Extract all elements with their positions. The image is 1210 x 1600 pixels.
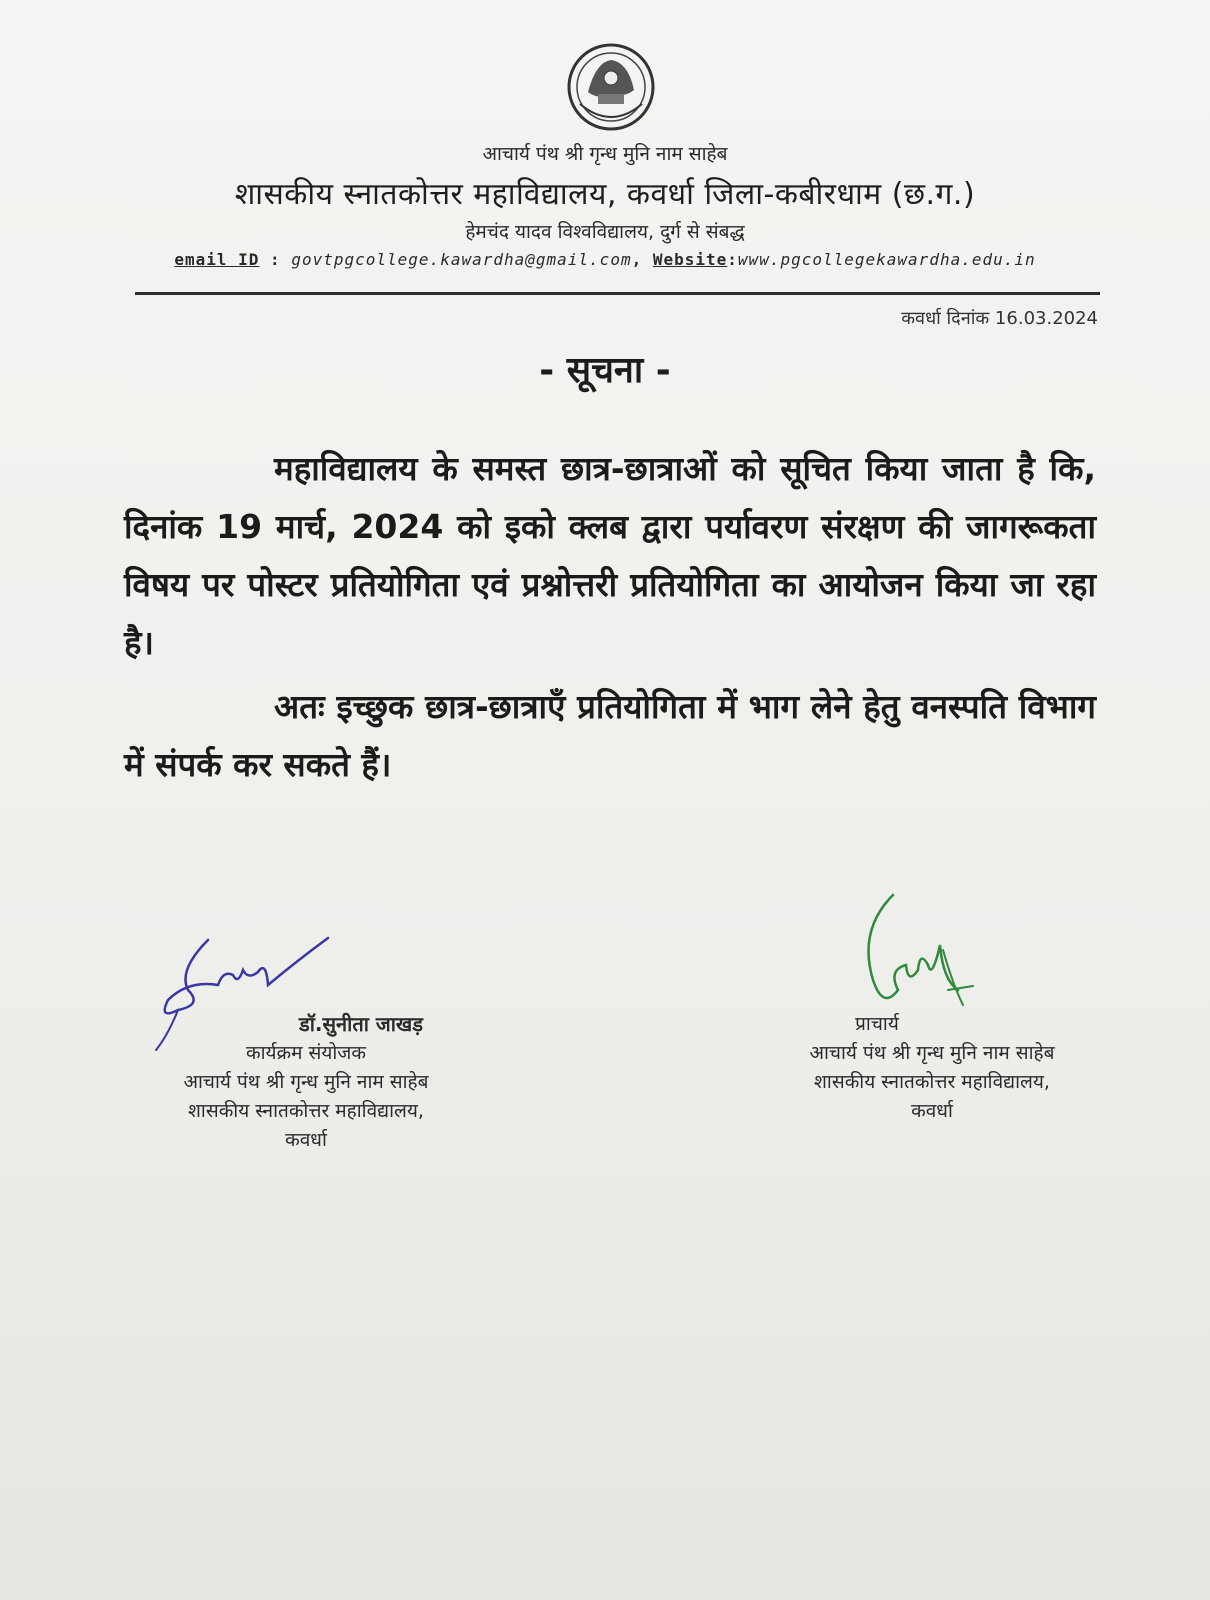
principal-place: कवर्धा	[911, 1100, 953, 1122]
principal-role: प्राचार्य	[855, 1013, 899, 1035]
website-separator: :	[727, 250, 738, 269]
website-label: Website	[652, 250, 728, 269]
email-address[interactable]: govtpgcollege.kawardha@gmail.com	[291, 250, 632, 269]
coordinator-org-line1: आचार्य पंथ श्री गृन्ध मुनि नाम साहेब	[183, 1071, 429, 1093]
university-affiliation: हेमचंद यादव विश्वविद्यालय, दुर्ग से संबद्ध	[465, 221, 745, 243]
notice-title: - सूचना -	[539, 350, 671, 391]
website-prefix: ,	[631, 250, 653, 269]
email-separator: :	[259, 250, 292, 269]
website-url[interactable]: www.pgcollegekawardha.edu.in	[737, 250, 1036, 269]
notice-paragraph-1: महाविद्यालय के समस्त छात्र-छात्राओं को सूचित किया जाता है कि, दिनांक 19 मार्च, 2024 को इको क्लब द्वारा पर्यावरण संरक्षण की जागरूकता विषय पर पोस्टर प्रतियोगिता एवं प्रश्नोत्तरी प्रतियोगिता का आयोजन किया जा रहा है।	[124, 449, 1096, 662]
coordinator-place: कवर्धा	[285, 1129, 327, 1151]
principal-signatory-block	[752, 1010, 1112, 1126]
contact-line	[0, 250, 1210, 269]
email-label: email ID	[174, 250, 260, 269]
principal-org-line1: आचार्य पंथ श्री गृन्ध मुनि नाम साहेब	[809, 1042, 1055, 1064]
notice-body	[124, 440, 1096, 800]
coordinator-signatory-block	[96, 1010, 516, 1155]
notice-date: कवर्धा दिनांक 16.03.2024	[901, 308, 1098, 329]
coordinator-role: कार्यक्रम संयोजक	[245, 1042, 366, 1064]
college-emblem-logo	[566, 42, 656, 132]
college-patron-name: आचार्य पंथ श्री गृन्ध मुनि नाम साहेब	[482, 143, 728, 165]
coordinator-name: डॉ.सुनीता जाखड़	[299, 1012, 423, 1036]
college-name: शासकीय स्नातकोत्तर महाविद्यालय, कवर्धा जिला-कबीरधाम (छ.ग.)	[234, 177, 976, 212]
notice-paragraph-2: अतः इच्छुक छात्र-छात्राएँ प्रतियोगिता में भाग लेने हेतु वनस्पति विभाग में संपर्क कर सकते हैं।	[124, 687, 1096, 784]
coordinator-org-line2: शासकीय स्नातकोत्तर महाविद्यालय,	[188, 1100, 424, 1122]
header-divider	[135, 292, 1100, 295]
principal-signature	[848, 890, 978, 1030]
principal-org-line2: शासकीय स्नातकोत्तर महाविद्यालय,	[814, 1071, 1050, 1093]
